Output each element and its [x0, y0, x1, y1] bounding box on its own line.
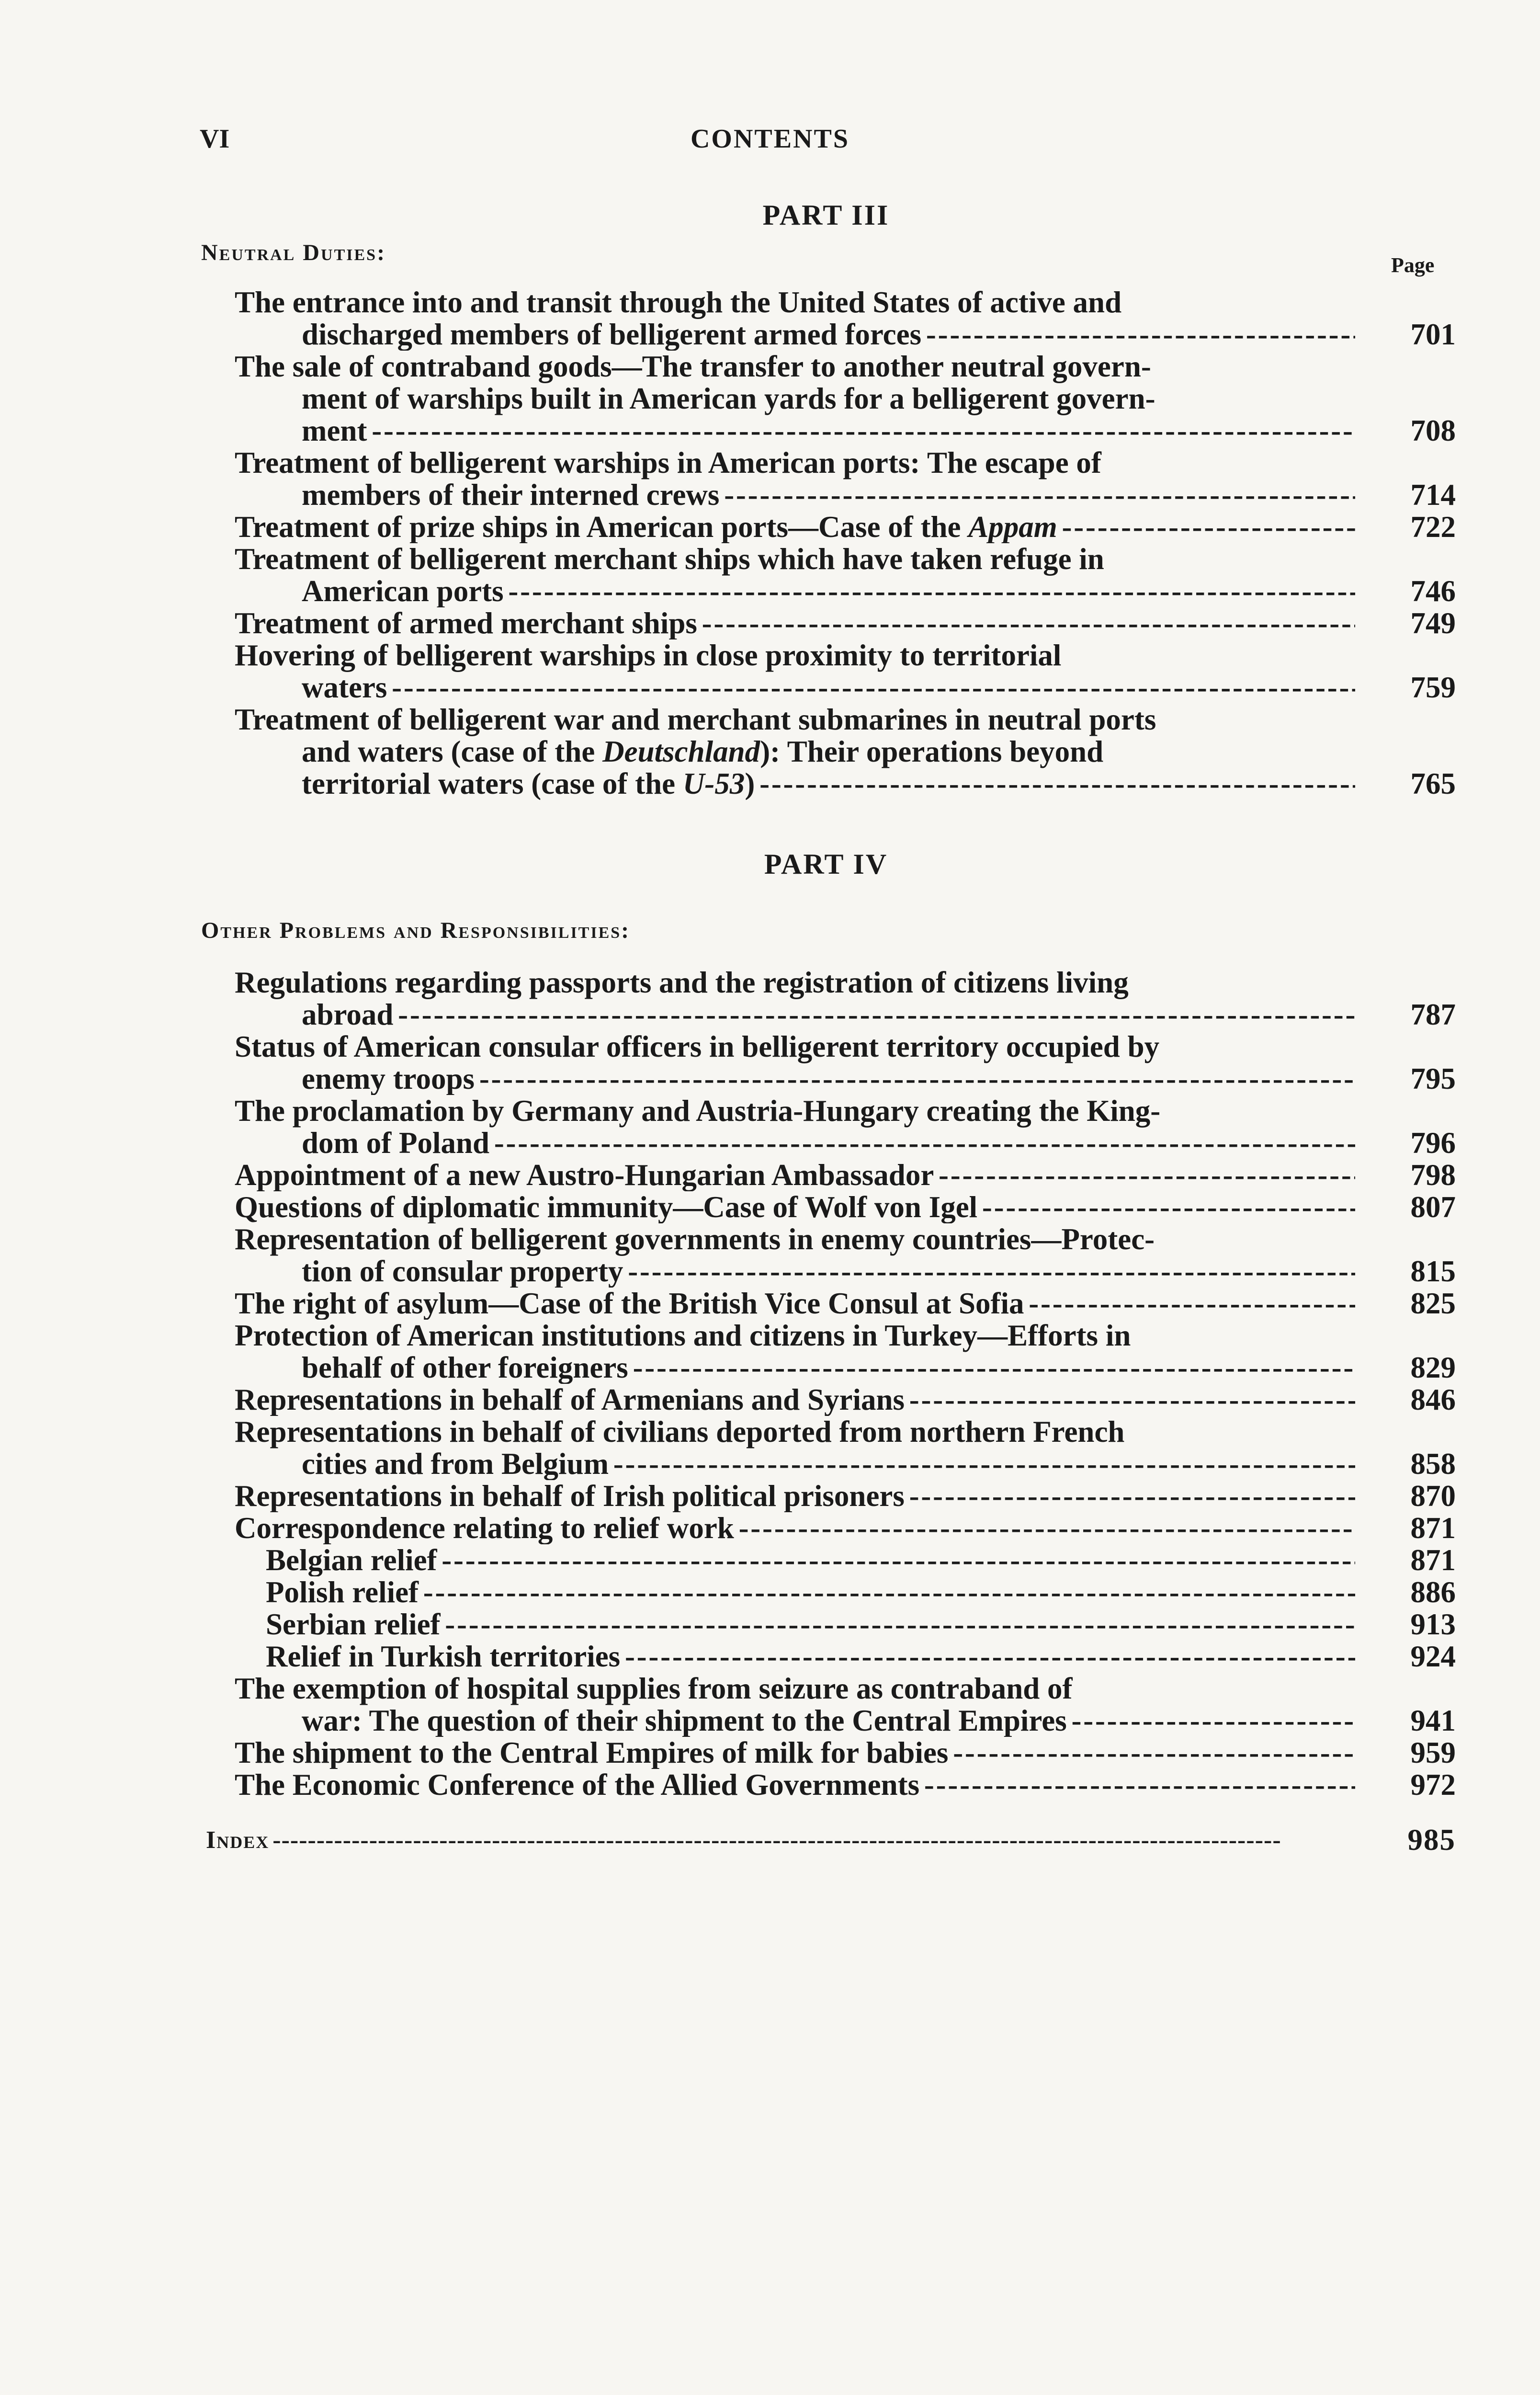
- toc-entry[interactable]: Correspondence relating to relief work - - - 871: [235, 1512, 1456, 1544]
- toc-page-number: 870: [1410, 1479, 1456, 1513]
- toc-page-number: 759: [1410, 671, 1456, 704]
- toc-page-number: 924: [1410, 1640, 1456, 1673]
- toc-page-number: 985: [1407, 1823, 1456, 1857]
- toc-subentry[interactable]: Serbian relief - - - 913: [235, 1608, 1456, 1641]
- toc-entry[interactable]: The shipment to the Central Empires of milk for babies - - - 959: [235, 1737, 1456, 1769]
- toc-entry[interactable]: Status of American consular officers in belligerent territory occupied by enemy troops - - - 795: [235, 1031, 1456, 1095]
- toc-entry[interactable]: Treatment of prize ships in American ports—Case of the Appam - - - 722: [235, 511, 1456, 543]
- toc-entry[interactable]: The right of asylum—Case of the British Vice Consul at Sofia - - - 825: [235, 1288, 1456, 1320]
- toc-entry[interactable]: Representations in behalf of Armenians and Syrians - - - 846: [235, 1384, 1456, 1416]
- toc-entry[interactable]: Treatment of belligerent warships in American ports: The escape of members of their interned crews - - - 714: [235, 447, 1456, 511]
- toc-entry[interactable]: Treatment of belligerent merchant ships which have taken refuge in American ports - - - 746: [235, 543, 1456, 607]
- toc-page-number: 807: [1410, 1190, 1456, 1224]
- toc-subentry[interactable]: Polish relief - - - 886: [235, 1576, 1456, 1608]
- toc-entry[interactable]: Representations in behalf of civilians deported from northern French cities and from Belgium - - - 858: [235, 1416, 1456, 1480]
- toc-entry[interactable]: The sale of contraband goods—The transfer to another neutral govern- ment of warships built in American yards for a belligerent govern- ment - - - 708: [235, 351, 1456, 447]
- toc-entry[interactable]: Protection of American institutions and citizens in Turkey—Efforts in behalf of other foreigners - - - 829: [235, 1320, 1456, 1384]
- toc-page-number: 972: [1410, 1768, 1456, 1802]
- toc-page-number: 765: [1410, 767, 1456, 800]
- toc-page-number: 829: [1410, 1351, 1456, 1384]
- toc-page-number: 798: [1410, 1158, 1456, 1192]
- toc-page-number: 701: [1410, 318, 1456, 351]
- part-3-heading: PART III: [762, 199, 890, 231]
- toc-subentry[interactable]: Relief in Turkish territories - - - 924: [235, 1641, 1456, 1673]
- toc-page-number: 825: [1410, 1287, 1456, 1320]
- toc-page-number: 886: [1410, 1575, 1456, 1609]
- toc-page-number: 913: [1410, 1608, 1456, 1641]
- toc-page-number: 858: [1410, 1447, 1456, 1481]
- toc-index-entry[interactable]: Index - - - 985: [206, 1824, 1456, 1856]
- toc-page-number: 871: [1410, 1543, 1456, 1577]
- toc-entry[interactable]: Treatment of belligerent war and merchant submarines in neutral ports and waters (case of the Deutschland): Their operations beyond territorial waters (case of the U-53) - - - 765: [235, 704, 1456, 800]
- toc-entry[interactable]: The Economic Conference of the Allied Governments - - - 972: [235, 1769, 1456, 1801]
- toc-entry[interactable]: Questions of diplomatic immunity—Case of Wolf von Igel - - - 807: [235, 1191, 1456, 1223]
- toc-entry[interactable]: Representations in behalf of Irish political prisoners - - - 870: [235, 1480, 1456, 1512]
- toc-entry[interactable]: Treatment of armed merchant ships - - - 749: [235, 607, 1456, 639]
- toc-part-4: [235, 967, 1456, 1801]
- toc-page-number: 846: [1410, 1383, 1456, 1416]
- toc-page-number: 871: [1410, 1511, 1456, 1545]
- toc-entry[interactable]: Regulations regarding passports and the registration of citizens living abroad - - - 787: [235, 967, 1456, 1031]
- toc-page-number: 746: [1410, 574, 1456, 608]
- toc-page-number: 708: [1410, 414, 1456, 447]
- toc-page-number: 722: [1410, 510, 1456, 544]
- running-head: CONTENTS: [690, 124, 850, 154]
- toc-entry[interactable]: The entrance into and transit through the United States of active and discharged members of belligerent armed forces - - - 701: [235, 286, 1456, 351]
- toc-subentry[interactable]: Belgian relief - - - 871: [235, 1544, 1456, 1576]
- toc-entry[interactable]: Representation of belligerent governments in enemy countries—Protec- tion of consular property - - - 815: [235, 1223, 1456, 1288]
- toc-page-number: 714: [1410, 478, 1456, 512]
- toc-part-3: [235, 286, 1456, 800]
- toc-page-number: 959: [1410, 1736, 1456, 1769]
- toc-page-number: 795: [1410, 1062, 1456, 1095]
- toc-page-number: 815: [1410, 1255, 1456, 1288]
- page-column-label: Page: [1391, 253, 1435, 277]
- toc-entry[interactable]: The proclamation by Germany and Austria-Hungary creating the King- dom of Poland - - - 796: [235, 1095, 1456, 1159]
- toc-entry[interactable]: Appointment of a new Austro-Hungarian Ambassador - - - 798: [235, 1159, 1456, 1191]
- toc-page-number: 941: [1410, 1704, 1456, 1737]
- toc-entry[interactable]: Hovering of belligerent warships in close proximity to territorial waters - - - 759: [235, 639, 1456, 704]
- part-4-heading: PART IV: [764, 848, 888, 880]
- toc-page-number: 796: [1410, 1126, 1456, 1160]
- toc-page-number: 749: [1410, 606, 1456, 640]
- toc-page-number: 787: [1410, 998, 1456, 1031]
- section-heading-other-problems: Other Problems and Responsibilities:: [201, 918, 631, 943]
- toc-entry[interactable]: The exemption of hospital supplies from seizure as contraband of war: The question of their shipment to the Central Empires - - - 941: [235, 1673, 1456, 1737]
- page-folio: VI: [200, 124, 230, 154]
- section-heading-neutral-duties: Neutral Duties:: [201, 240, 386, 265]
